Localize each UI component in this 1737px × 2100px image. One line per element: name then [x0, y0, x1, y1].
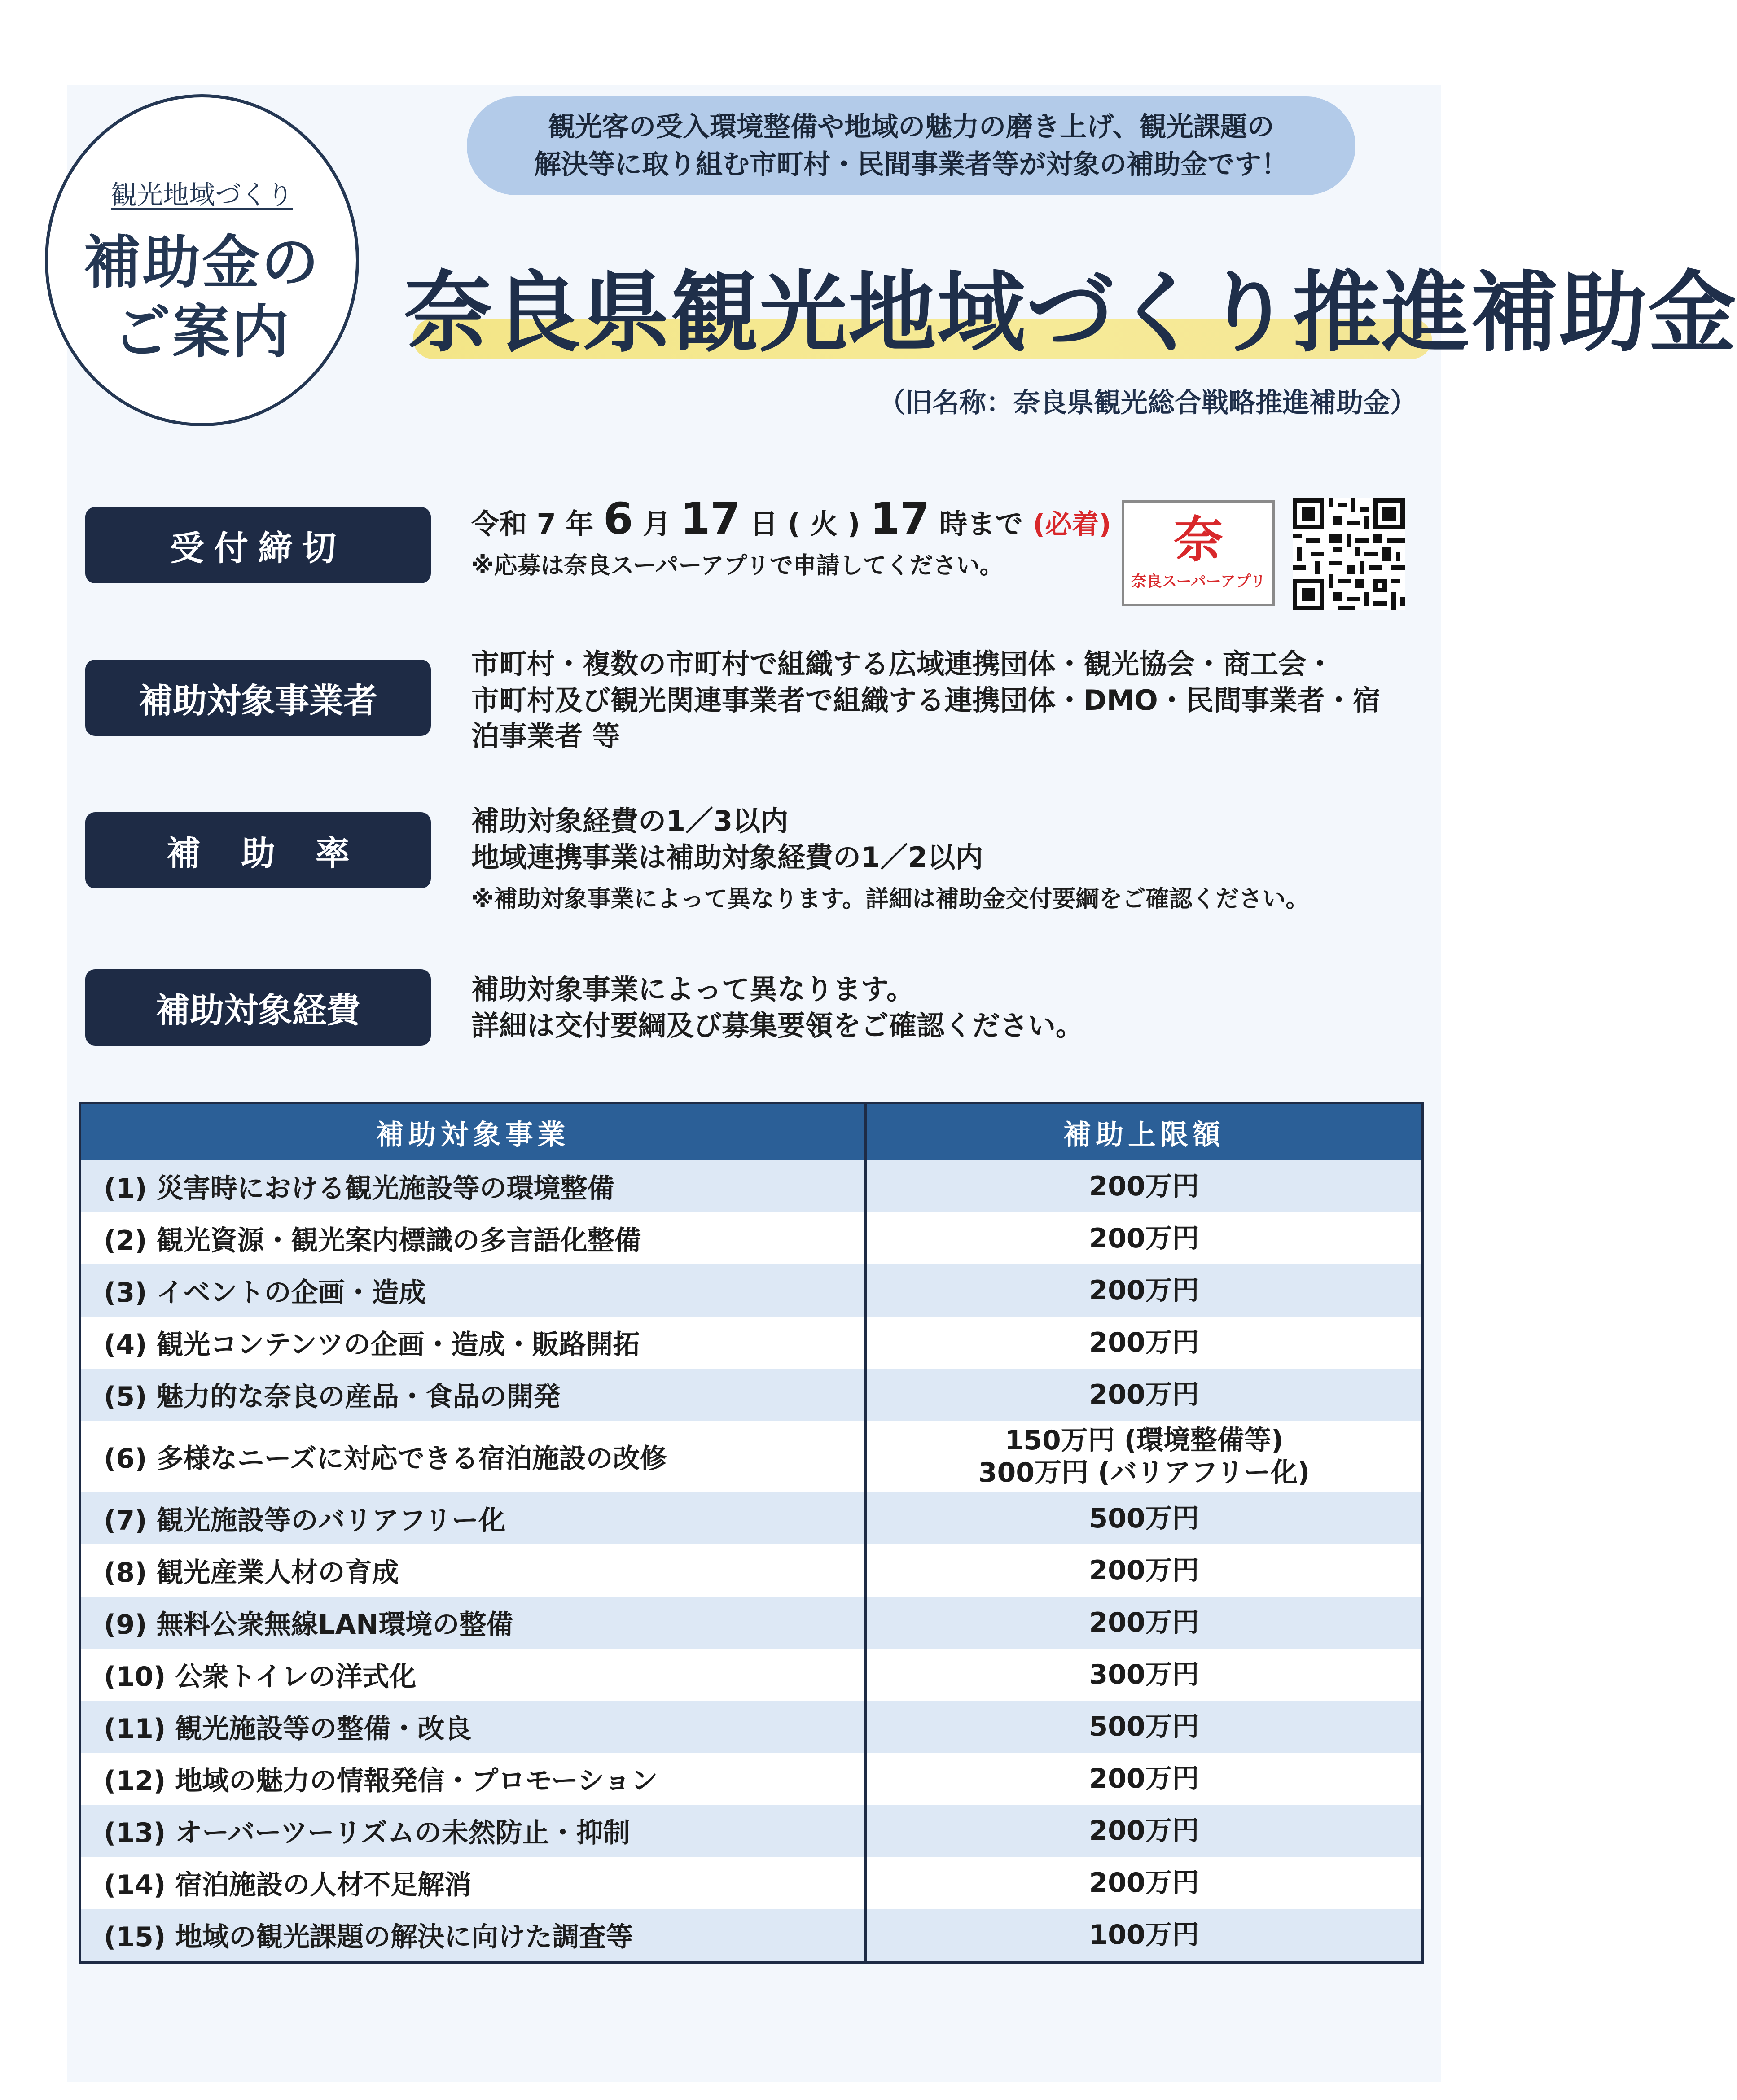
limit-cell: [867, 1649, 1421, 1701]
target-line1: 市町村・複数の市町村で組織する広域連携団体・観光協会・商工会・: [471, 648, 1334, 680]
target-label: 補助対象事業者: [85, 660, 431, 736]
limit-value: 200万円: [1089, 1327, 1199, 1358]
table-row: [81, 1597, 1421, 1649]
project-cell: (8) 観光産業人材の育成: [81, 1544, 867, 1597]
table-row: [81, 1317, 1421, 1369]
limit-cell: [867, 1369, 1421, 1421]
header-project: 補助対象事業: [81, 1104, 867, 1160]
target-line3: 泊事業者 等: [471, 720, 620, 753]
limit-cell: [867, 1421, 1421, 1492]
deadline-year: 令和 7 年: [471, 508, 603, 540]
project-cell: (14) 宿泊施設の人材不足解消: [81, 1857, 867, 1909]
limit-value: 100万円: [1089, 1919, 1199, 1951]
project-cell: (12) 地域の魅力の情報発信・プロモーション: [81, 1753, 867, 1805]
limit-cell: [867, 1492, 1421, 1544]
nara-app-icon: 奈: [1174, 511, 1223, 569]
deadline-month: 6: [603, 494, 633, 544]
qr-code-icon[interactable]: [1293, 498, 1405, 610]
limit-value: 200万円: [1089, 1223, 1199, 1254]
expense-line2: 詳細は交付要綱及び募集要領をご確認ください。: [471, 1009, 1084, 1042]
limit-value: 200万円: [1089, 1379, 1199, 1410]
target-line2: 市町村及び観光関連事業者で組織する連携団体・DMO・民間事業者・宿: [471, 683, 1381, 717]
limit-cell: [867, 1701, 1421, 1753]
project-cell: (6) 多様なニーズに対応できる宿泊施設の改修: [81, 1421, 867, 1492]
rate-line2: 地域連携事業は補助対象経費の1／2以内: [471, 840, 983, 874]
limit-value: 200万円: [1089, 1763, 1199, 1794]
project-cell: (1) 災害時における観光施設等の環境整備: [81, 1160, 867, 1212]
table-row: [81, 1857, 1421, 1909]
limit-cell: [867, 1753, 1421, 1805]
badge-title-line2: ご案内: [113, 299, 291, 366]
limit-value: 150万円 (環境整備等): [1004, 1425, 1284, 1456]
title-block: [404, 224, 1737, 372]
rate-label: 補助率: [85, 812, 431, 888]
limit-value: 200万円: [1089, 1867, 1199, 1899]
table-row: [81, 1649, 1421, 1701]
subsidy-table: [79, 1102, 1424, 1964]
limit-cell: [867, 1805, 1421, 1857]
limit-value: 200万円: [1089, 1815, 1199, 1846]
limit-cell: [867, 1544, 1421, 1597]
table-row: [81, 1264, 1421, 1317]
table-row: [81, 1544, 1421, 1597]
table-row: [81, 1421, 1421, 1492]
limit-cell: [867, 1212, 1421, 1264]
limit-cell: [867, 1264, 1421, 1317]
project-cell: (2) 観光資源・観光案内標識の多言語化整備: [81, 1212, 867, 1264]
table-row: [81, 1753, 1421, 1805]
expense-line1: 補助対象事業によって異なります。: [471, 973, 915, 1006]
table-row: [81, 1909, 1421, 1961]
limit-cell: [867, 1597, 1421, 1649]
table-row: [81, 1701, 1421, 1753]
project-cell: (13) オーバーツーリズムの未然防止・抑制: [81, 1805, 867, 1857]
limit-value: 300万円: [1089, 1659, 1199, 1690]
header-limit: 補助上限額: [1063, 1118, 1225, 1151]
table-row: [81, 1212, 1421, 1264]
intro-line2: 解決等に取り組む市町村・民間事業者等が対象の補助金です！: [534, 149, 1288, 180]
limit-value: 200万円: [1089, 1555, 1199, 1586]
expense-section: [471, 971, 1083, 1044]
nara-super-app-logo[interactable]: [1122, 500, 1275, 606]
project-cell: (3) イベントの企画・造成: [81, 1264, 867, 1317]
deadline-hour: 17: [870, 494, 930, 544]
limit-value: 200万円: [1089, 1607, 1199, 1638]
rate-note: ※補助対象事業によって異なります。詳細は補助金交付要綱をご確認ください。: [471, 886, 1309, 913]
project-cell: (15) 地域の観光課題の解決に向けた調査等: [81, 1909, 867, 1961]
deadline-day-unit: 日 ( 火 ): [740, 508, 870, 540]
old-name: （旧名称：奈良県観光総合戦略推進補助金）: [878, 387, 1417, 419]
expense-label: 補助対象経費: [85, 969, 431, 1046]
guide-badge: [45, 94, 359, 426]
deadline-label: 受付締切: [85, 507, 431, 583]
table-row: [81, 1805, 1421, 1857]
project-cell: (5) 魅力的な奈良の産品・食品の開発: [81, 1369, 867, 1421]
intro-line1: 観光客の受入環境整備や地域の魅力の磨き上げ、観光課題の: [548, 111, 1274, 143]
deadline-section: [471, 494, 1111, 580]
project-cell: (9) 無料公衆無線LAN環境の整備: [81, 1597, 867, 1649]
table-body: [81, 1160, 1421, 1961]
rate-section: [471, 803, 1309, 914]
table-header: [81, 1104, 1421, 1160]
limit-value: 200万円: [1089, 1275, 1199, 1306]
project-cell: (7) 観光施設等のバリアフリー化: [81, 1492, 867, 1544]
deadline-hour-unit: 時まで: [930, 508, 1033, 540]
nara-app-name: 奈良スーパーアプリ: [1131, 573, 1266, 591]
badge-subtitle: 観光地域づくり: [110, 179, 293, 210]
limit-cell: [867, 1317, 1421, 1369]
intro-bubble: [467, 96, 1355, 195]
limit-value: 200万円: [1089, 1171, 1199, 1202]
limit-cell: [867, 1909, 1421, 1961]
table-row: [81, 1492, 1421, 1544]
deadline-day: 17: [680, 494, 741, 544]
badge-title-line1: 補助金の: [83, 229, 320, 296]
limit-cell: [867, 1160, 1421, 1212]
table-row: [81, 1160, 1421, 1212]
deadline-month-unit: 月: [633, 508, 680, 540]
limit-value-secondary: 300万円 (バリアフリー化): [978, 1457, 1310, 1488]
project-cell: (10) 公衆トイレの洋式化: [81, 1649, 867, 1701]
deadline-date: [471, 494, 1111, 544]
limit-cell: [867, 1857, 1421, 1909]
rate-line1: 補助対象経費の1／3以内: [471, 805, 789, 837]
project-cell: (11) 観光施設等の整備・改良: [81, 1701, 867, 1753]
deadline-must-arrive: (必着): [1032, 509, 1111, 540]
limit-value: 500万円: [1089, 1711, 1199, 1742]
page-title: 奈良県観光地域づくり推進補助金: [404, 262, 1737, 364]
target-section: [471, 646, 1381, 755]
project-cell: (4) 観光コンテンツの企画・造成・販路開拓: [81, 1317, 867, 1369]
limit-value: 500万円: [1089, 1503, 1199, 1534]
table-row: [81, 1369, 1421, 1421]
deadline-note: ※応募は奈良スーパーアプリで申請してください。: [471, 552, 1003, 579]
